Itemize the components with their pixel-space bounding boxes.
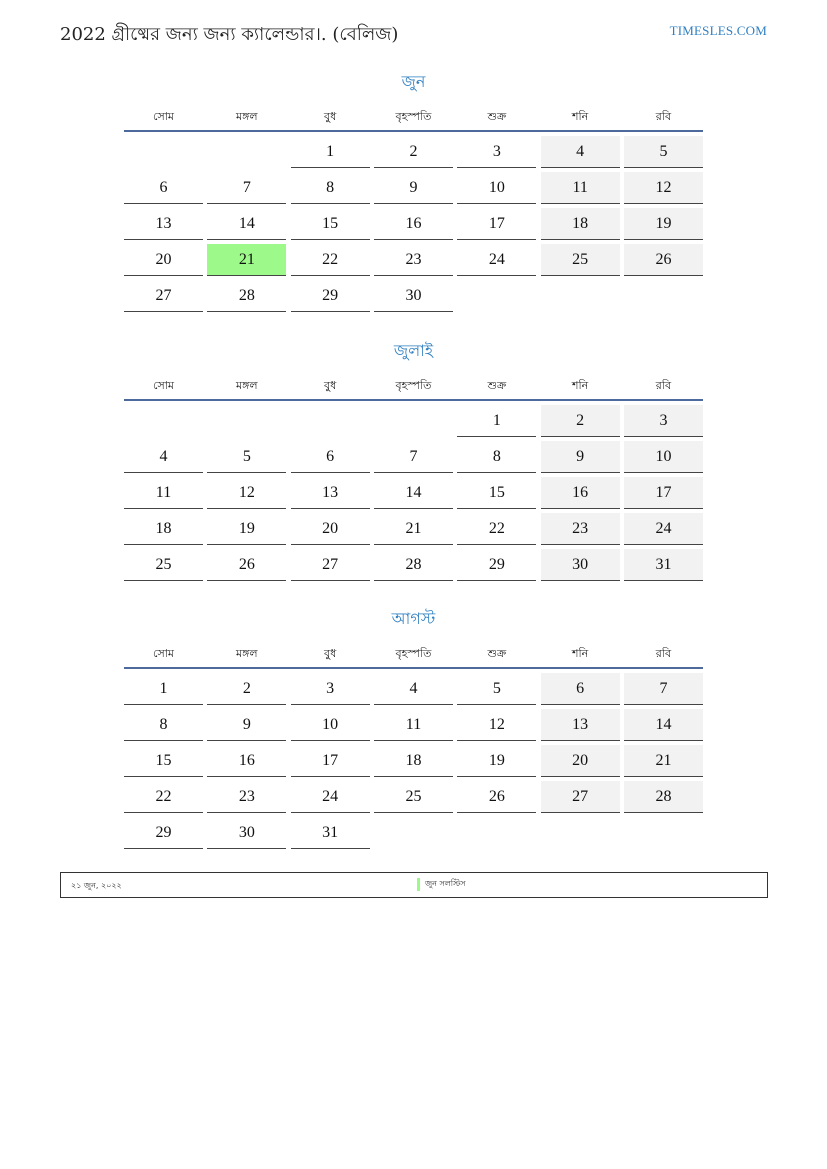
day-cell: 13 <box>124 208 203 240</box>
day-cell: 24 <box>457 244 536 276</box>
day-cell: 2 <box>541 405 620 437</box>
holiday-footer <box>60 872 768 898</box>
weekday-label: শনি <box>572 647 589 660</box>
day-cell: 24 <box>291 781 370 813</box>
empty-day-cell <box>457 817 536 848</box>
day-cell: 16 <box>374 208 453 240</box>
month-june <box>124 70 703 316</box>
day-cell: 23 <box>374 244 453 276</box>
month-title: আগস্ট <box>391 609 436 628</box>
day-cell: 1 <box>291 136 370 168</box>
day-cell: 19 <box>457 745 536 777</box>
empty-day-cell <box>624 817 703 848</box>
day-cell: 28 <box>207 280 286 312</box>
day-cell: 11 <box>374 709 453 741</box>
day-cell: 22 <box>291 244 370 276</box>
day-cell: 25 <box>374 781 453 813</box>
empty-day-cell <box>124 136 203 167</box>
day-cell: 20 <box>541 745 620 777</box>
weekday-label: রবি <box>655 110 672 123</box>
weekday-label: বৃহস্পতি <box>395 110 432 123</box>
day-cell: 27 <box>291 549 370 581</box>
day-cell: 24 <box>624 513 703 545</box>
day-cell: 13 <box>541 709 620 741</box>
day-cell: 14 <box>207 208 286 240</box>
week-row <box>124 280 703 312</box>
empty-day-cell <box>291 405 370 436</box>
day-cell: 10 <box>291 709 370 741</box>
footer-date: ২১ জুন, ২০২২ <box>71 881 122 890</box>
day-cell: 23 <box>541 513 620 545</box>
weekday-label: শুক্র <box>487 379 507 392</box>
site-brand-link[interactable]: TIMESLES.COM <box>669 23 767 38</box>
day-cell: 6 <box>541 673 620 705</box>
day-cell: 11 <box>124 477 203 509</box>
day-cell: 8 <box>124 709 203 741</box>
day-cell: 19 <box>624 208 703 240</box>
day-cell: 9 <box>541 441 620 473</box>
day-cell: 26 <box>207 549 286 581</box>
day-cell: 4 <box>541 136 620 168</box>
week-row <box>124 136 703 168</box>
weekday-label: মঙ্গল <box>236 647 258 660</box>
day-cell: 27 <box>541 781 620 813</box>
day-cell: 4 <box>124 441 203 473</box>
day-cell: 22 <box>457 513 536 545</box>
day-cell: 2 <box>374 136 453 168</box>
day-cell: 29 <box>457 549 536 581</box>
month-july <box>124 339 703 585</box>
day-cell: 15 <box>457 477 536 509</box>
day-cell: 20 <box>124 244 203 276</box>
weekday-label: বৃহস্পতি <box>395 379 432 392</box>
weekday-label: মঙ্গল <box>236 379 258 392</box>
day-cell: 3 <box>624 405 703 437</box>
day-cell: 28 <box>624 781 703 813</box>
weekday-label: শুক্র <box>487 110 507 123</box>
day-cell: 29 <box>124 817 203 849</box>
day-cell: 26 <box>457 781 536 813</box>
day-cell: 31 <box>291 817 370 849</box>
empty-day-cell <box>624 280 703 311</box>
day-cell: 10 <box>457 172 536 204</box>
day-cell: 1 <box>124 673 203 705</box>
day-cell: 14 <box>374 477 453 509</box>
weekday-label: শনি <box>572 379 589 392</box>
empty-day-cell <box>541 280 620 311</box>
day-cell: 21 <box>374 513 453 545</box>
day-cell: 6 <box>124 172 203 204</box>
day-cell: 30 <box>207 817 286 849</box>
weekday-header <box>124 642 703 669</box>
day-cell: 16 <box>541 477 620 509</box>
day-cell: 7 <box>374 441 453 473</box>
weekday-label: মঙ্গল <box>236 110 258 123</box>
day-cell: 18 <box>374 745 453 777</box>
weekday-label: শুক্র <box>487 647 507 660</box>
day-cell: 12 <box>207 477 286 509</box>
day-cell: 1 <box>457 405 536 437</box>
day-cell: 3 <box>457 136 536 168</box>
week-row <box>124 781 703 813</box>
day-cell: 16 <box>207 745 286 777</box>
empty-day-cell <box>207 136 286 167</box>
highlighted-day-cell: 21 <box>207 244 286 276</box>
day-cell: 8 <box>457 441 536 473</box>
month-august <box>124 607 703 853</box>
day-cell: 26 <box>624 244 703 276</box>
day-cell: 6 <box>291 441 370 473</box>
weekday-label: সোম <box>152 647 175 660</box>
day-cell: 17 <box>624 477 703 509</box>
month-title: জুলাই <box>393 341 434 360</box>
day-cell: 29 <box>291 280 370 312</box>
day-cell: 12 <box>624 172 703 204</box>
day-cell: 13 <box>291 477 370 509</box>
day-cell: 18 <box>124 513 203 545</box>
day-cell: 4 <box>374 673 453 705</box>
day-cell: 27 <box>124 280 203 312</box>
day-cell: 25 <box>124 549 203 581</box>
day-cell: 28 <box>374 549 453 581</box>
day-cell: 5 <box>624 136 703 168</box>
weekday-header <box>124 374 703 401</box>
weekday-label: সোম <box>152 379 175 392</box>
empty-day-cell <box>124 405 203 436</box>
day-cell: 20 <box>291 513 370 545</box>
week-row <box>124 513 703 545</box>
footer-event-label: জুন সলস্টিস <box>425 879 466 888</box>
week-row <box>124 441 703 473</box>
day-cell: 3 <box>291 673 370 705</box>
day-cell: 23 <box>207 781 286 813</box>
day-cell: 30 <box>541 549 620 581</box>
day-cell: 15 <box>124 745 203 777</box>
week-row <box>124 477 703 509</box>
day-cell: 7 <box>207 172 286 204</box>
empty-day-cell <box>374 405 453 436</box>
day-cell: 25 <box>541 244 620 276</box>
day-cell: 17 <box>457 208 536 240</box>
weekday-label: বৃহস্পতি <box>395 647 432 660</box>
weekday-label: বুধ <box>324 110 337 123</box>
day-cell: 17 <box>291 745 370 777</box>
weekday-label: বুধ <box>324 379 337 392</box>
weekday-label: বুধ <box>324 647 337 660</box>
day-cell: 5 <box>207 441 286 473</box>
week-row <box>124 817 703 849</box>
empty-day-cell <box>541 817 620 848</box>
day-cell: 31 <box>624 549 703 581</box>
week-row <box>124 673 703 705</box>
day-cell: 19 <box>207 513 286 545</box>
page-title: 2022 গ্রীষ্মের জন্য জন্য ক্যালেন্ডার।. (বেলিজ) <box>60 24 399 45</box>
week-row <box>124 208 703 240</box>
weekday-label: শনি <box>572 110 589 123</box>
month-grid <box>124 136 703 312</box>
week-row <box>124 745 703 777</box>
day-cell: 9 <box>374 172 453 204</box>
week-row <box>124 709 703 741</box>
day-cell: 12 <box>457 709 536 741</box>
weekday-label: সোম <box>152 110 175 123</box>
day-cell: 5 <box>457 673 536 705</box>
highlight-marker <box>417 878 420 891</box>
empty-day-cell <box>207 405 286 436</box>
day-cell: 22 <box>124 781 203 813</box>
weekday-label: রবি <box>655 379 672 392</box>
weekday-label: রবি <box>655 647 672 660</box>
day-cell: 8 <box>291 172 370 204</box>
day-cell: 2 <box>207 673 286 705</box>
footer-event <box>417 878 466 891</box>
week-row <box>124 244 703 276</box>
empty-day-cell <box>457 280 536 311</box>
day-cell: 14 <box>624 709 703 741</box>
day-cell: 30 <box>374 280 453 312</box>
day-cell: 10 <box>624 441 703 473</box>
month-grid <box>124 673 703 849</box>
day-cell: 18 <box>541 208 620 240</box>
week-row <box>124 405 703 437</box>
month-grid <box>124 405 703 581</box>
day-cell: 7 <box>624 673 703 705</box>
week-row <box>124 172 703 204</box>
weekday-header <box>124 105 703 132</box>
day-cell: 15 <box>291 208 370 240</box>
empty-day-cell <box>374 817 453 848</box>
day-cell: 11 <box>541 172 620 204</box>
day-cell: 21 <box>624 745 703 777</box>
month-title: জুন <box>401 72 426 91</box>
day-cell: 9 <box>207 709 286 741</box>
week-row <box>124 549 703 581</box>
